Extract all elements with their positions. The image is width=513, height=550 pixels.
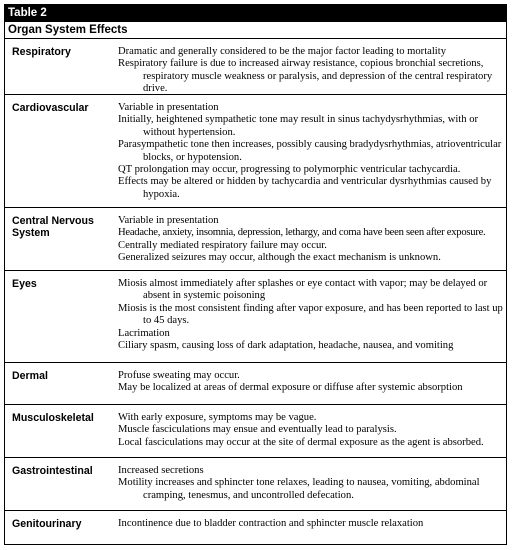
entry: QT prolongation may occur, progressing to polymorphic ventricular tachycardia. (118, 164, 461, 176)
entry: Variable in presentation (118, 102, 219, 113)
section-label: Cardiovascular (12, 102, 89, 114)
entry: Miosis almost immediately after splashes or eye contact with vapor; may be delayed or absent in systemic poisoning (118, 278, 488, 302)
entry: Incontinence due to bladder contraction and sphincter muscle relaxation (118, 518, 424, 529)
entry: Centrally mediated respiratory failure may occur. (118, 239, 327, 251)
entry: Local fasciculations may occur at the site of dermal exposure as the agent is absorbed. (118, 436, 484, 448)
entry: Increased secretions (118, 465, 204, 476)
section-body (118, 46, 503, 96)
section-eyes (5, 271, 506, 363)
section-label: Dermal (12, 370, 48, 382)
entry: May be localized at areas of dermal exposure or diffuse after systemic absorption (118, 382, 463, 394)
section-body (118, 465, 503, 502)
section-body (118, 215, 503, 265)
entry: Generalized seizures may occur, although the exact mechanism is unknown. (118, 252, 441, 264)
entry: Effects may be altered or hidden by tachycardia and ventricular dysrhythmias caused by hypoxia. (118, 176, 492, 200)
section-label: Gastrointestinal (12, 465, 93, 477)
entry: With early exposure, symptoms may be vague. (118, 412, 317, 423)
table-title: Organ System Effects (5, 22, 506, 39)
entry: Dramatic and generally considered to be the major factor leading to mortality (118, 46, 446, 57)
section-respiratory (5, 39, 506, 95)
entry: Profuse sweating may occur. (118, 370, 240, 381)
section-body (118, 412, 503, 449)
entry: Parasympathetic tone then increases, possibly causing bradydysrhythmias, atrioventricular blocks, or hypotension. (118, 139, 502, 163)
entry: Motility increases and sphincter tone relaxes, leading to nausea, vomiting, abdominal cramping, tenesmus, and uncontrolled defecation. (118, 477, 480, 501)
entry: Lacrimation (118, 327, 170, 339)
section-genitourinary (5, 511, 506, 545)
section-label: Genitourinary (12, 518, 82, 530)
section-label: Central Nervous System (12, 215, 94, 240)
section-label: Eyes (12, 278, 37, 290)
section-body (118, 370, 503, 395)
section-gastrointestinal (5, 458, 506, 511)
section-dermal (5, 363, 506, 405)
section-cardiovascular (5, 95, 506, 208)
section-musculoskeletal (5, 405, 506, 458)
section-label: Respiratory (12, 46, 71, 58)
section-central-nervous-system (5, 208, 506, 271)
table-label: Table 2 (5, 5, 506, 22)
section-label: Musculoskeletal (12, 412, 94, 424)
entry: Headache, anxiety, insomnia, depression, lethargy, and coma have been seen after exposure. (118, 227, 486, 239)
entry: Muscle fasciculations may ensue and eventually lead to paralysis. (118, 424, 397, 436)
section-body (118, 278, 503, 352)
entry: Miosis is the most consistent finding after vapor exposure, and has been reported to last up to 45 days. (118, 302, 503, 327)
entry: Variable in presentation (118, 215, 219, 226)
entry: Ciliary spasm, causing loss of dark adaptation, headache, nausea, and vomiting (118, 340, 454, 352)
entry: Respiratory failure is due to increased airway resistance, copious bronchial secretions, respiratory muscle weakness or paralysis, and depression of the central respiratory drive. (118, 58, 493, 95)
section-body (118, 518, 503, 530)
organ-system-effects-table (4, 4, 507, 545)
entry: Initially, heightened sympathetic tone may result in sinus tachydysrhythmias, with or without hypertension. (118, 114, 479, 138)
section-body (118, 102, 503, 201)
